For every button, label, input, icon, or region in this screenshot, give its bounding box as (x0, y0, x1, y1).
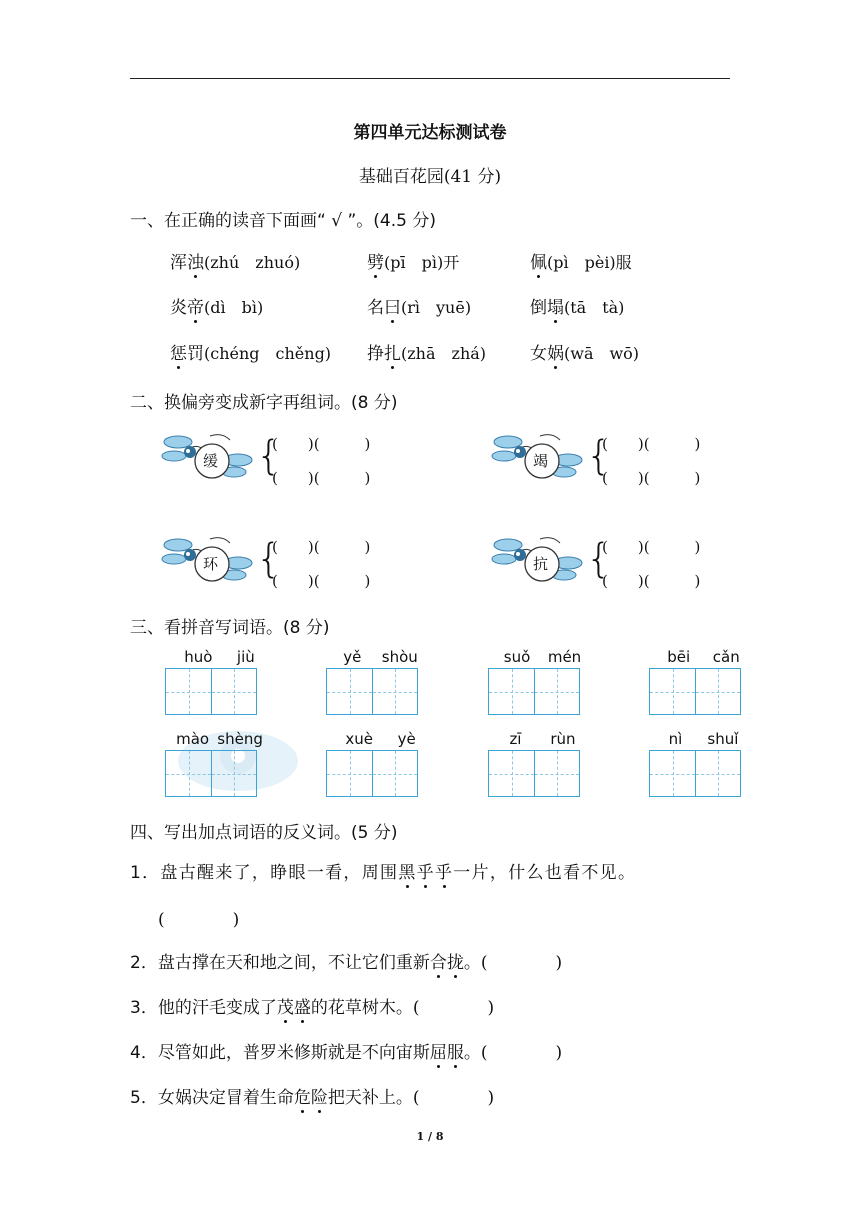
answer-blank[interactable]: ( ) (158, 910, 240, 930)
dotted-char: 服 (447, 1038, 464, 1063)
answer-blank[interactable]: ( )( ) (272, 538, 371, 556)
question-text: 的花草树木。 (310, 998, 413, 1018)
pinyin-syllable: mào (176, 730, 210, 748)
question (130, 1083, 494, 1108)
answer-blank[interactable]: ( )( ) (272, 572, 371, 590)
word-part: 女 (530, 344, 547, 364)
dotted-char: 险 (311, 1083, 328, 1108)
dotted-char: 帝 (187, 293, 204, 318)
pinyin-syllable: yě (343, 648, 362, 666)
pinyin-label (333, 648, 428, 666)
question-text: 。 (463, 1043, 481, 1063)
pinyin-syllable: cǎn (712, 648, 740, 666)
reading-item (367, 248, 459, 273)
answer-blank[interactable]: ( ) (412, 998, 495, 1018)
page-title: 第四单元达标测试卷 (353, 123, 507, 143)
dotted-char: 惩 (170, 339, 187, 364)
grid-cell[interactable] (650, 669, 695, 714)
answer-blank[interactable]: ( ) (412, 1088, 495, 1108)
pinyin-syllable: shèng (217, 730, 263, 748)
question-text: 。 (463, 953, 481, 973)
question (130, 1038, 562, 1063)
answer-blank[interactable]: ( )( ) (272, 435, 371, 453)
dotted-char: 佩 (530, 248, 547, 273)
grid-cell[interactable] (695, 669, 740, 714)
pinyin-options[interactable]: (chéng chěng) (204, 344, 332, 363)
lantern-char: 环 (203, 555, 219, 573)
pinyin-syllable: xuè (345, 730, 373, 748)
lantern-char: 抗 (533, 555, 549, 573)
question-number: 4． (130, 1043, 158, 1063)
answer-blank[interactable]: ( )( ) (272, 469, 371, 487)
question-number: 3． (130, 998, 158, 1018)
question-text: 女娲决定冒着生命 (157, 1088, 294, 1108)
word-part: 名 (367, 298, 384, 318)
pinyin-options[interactable]: (rì yuē) (401, 298, 472, 317)
writing-grid[interactable] (488, 750, 580, 797)
lantern-char: 缓 (203, 452, 219, 470)
dotted-char: 塌 (547, 293, 564, 318)
dotted-char: 浊 (187, 248, 204, 273)
brace-symbol: { (256, 433, 282, 479)
grid-cell[interactable] (372, 669, 417, 714)
dotted-char: 危 (294, 1083, 311, 1108)
grid-cell[interactable] (327, 751, 372, 796)
pinyin-syllable: shuǐ (707, 730, 739, 748)
brace-symbol: { (256, 536, 282, 582)
dotted-char: 屈 (430, 1038, 447, 1063)
dotted-word (398, 863, 453, 883)
grid-cell[interactable] (695, 751, 740, 796)
pinyin-options[interactable]: (pī pì)开 (384, 253, 460, 272)
writing-grid[interactable] (326, 750, 418, 797)
pinyin-syllable: nì (668, 730, 683, 748)
pinyin-label (172, 730, 267, 748)
pinyin-options[interactable]: (pì pèi)服 (547, 253, 632, 272)
section4-heading: 四、写出加点词语的反义词。(5 分) (130, 823, 398, 843)
writing-grid[interactable] (649, 668, 741, 715)
brace-symbol: { (586, 536, 612, 582)
answer-blank[interactable]: ( ) (480, 953, 563, 973)
grid-cell[interactable] (372, 751, 417, 796)
reading-item (530, 339, 639, 364)
dotted-char: 劈 (367, 248, 384, 273)
question-text: 盘古撑在天和地之间，不让它们重新 (157, 953, 430, 973)
question-number: 1． (130, 863, 161, 883)
reading-item (170, 248, 300, 273)
writing-grid[interactable] (165, 750, 257, 797)
pinyin-label (172, 648, 267, 666)
pinyin-syllable: bēi (667, 648, 691, 666)
lantern-char: 竭 (533, 452, 549, 470)
writing-grid[interactable] (326, 668, 418, 715)
word-part: 挣 (367, 344, 384, 364)
grid-cell[interactable] (650, 751, 695, 796)
dotted-char: 乎 (435, 858, 453, 883)
question (130, 993, 494, 1018)
pinyin-label (656, 730, 751, 748)
pinyin-syllable: rùn (550, 730, 576, 748)
answer-blank[interactable]: ( )( ) (602, 469, 701, 487)
writing-grid[interactable] (488, 668, 580, 715)
dotted-char: 娲 (547, 339, 564, 364)
pinyin-options[interactable]: (zhā zhá) (401, 344, 487, 363)
question-text: 把天补上。 (327, 1088, 413, 1108)
pinyin-options[interactable]: (tā tà) (564, 298, 625, 317)
question-text: 尽管如此，普罗米修斯就是不向宙斯 (157, 1043, 430, 1063)
dotted-char: 茂 (277, 993, 294, 1018)
dotted-char: 曰 (384, 293, 401, 318)
word-part: 倒 (530, 298, 547, 318)
dotted-char: 盛 (294, 993, 311, 1018)
question (130, 948, 562, 973)
pinyin-options[interactable]: (zhú zhuó) (204, 253, 301, 272)
pinyin-label (495, 730, 590, 748)
pinyin-syllable: yè (397, 730, 416, 748)
question-number: 2． (130, 953, 158, 973)
word-part: 炎 (170, 298, 187, 318)
pinyin-label (656, 648, 751, 666)
grid-cell[interactable] (211, 751, 256, 796)
question-text: 他的汗毛变成了 (157, 998, 277, 1018)
pinyin-syllable: zī (509, 730, 522, 748)
dotted-char: 扎 (384, 339, 401, 364)
grid-cell[interactable] (534, 669, 579, 714)
dotted-char: 黑 (398, 858, 416, 883)
pinyin-syllable: huò (184, 648, 213, 666)
question-number: 5． (130, 1088, 158, 1108)
question (130, 858, 636, 883)
section3-heading: 三、看拼音写词语。(8 分) (130, 618, 330, 638)
reading-item (170, 293, 263, 318)
pinyin-syllable: mén (547, 648, 582, 666)
section2-heading: 二、换偏旁变成新字再组词。(8 分) (130, 393, 398, 413)
page-number: 1 / 8 (416, 1130, 444, 1143)
section1-heading: 一、在正确的读音下面画“ √ ”。(4.5 分) (130, 211, 436, 231)
dotted-char: 合 (430, 948, 447, 973)
pinyin-label (333, 730, 428, 748)
pinyin-label (495, 648, 590, 666)
answer-blank[interactable]: ( )( ) (602, 538, 701, 556)
grid-cell[interactable] (327, 669, 372, 714)
writing-grid[interactable] (649, 750, 741, 797)
pinyin-options[interactable]: (dì bì) (204, 298, 264, 317)
dotted-char: 乎 (417, 858, 435, 883)
dotted-word (430, 953, 464, 973)
header-rule (130, 78, 730, 79)
dotted-word (430, 1043, 464, 1063)
grid-cell[interactable] (489, 751, 534, 796)
writing-grid[interactable] (165, 668, 257, 715)
reading-item (530, 248, 632, 273)
question-text: 盘古醒来了，睁眼一看，周围 (160, 863, 399, 883)
dotted-char: 拢 (447, 948, 464, 973)
pinyin-syllable: jiù (236, 648, 255, 666)
reading-item (530, 293, 624, 318)
reading-item (367, 339, 486, 364)
dotted-word (294, 1088, 328, 1108)
grid-cell[interactable] (534, 751, 579, 796)
word-part: 浑 (170, 253, 187, 273)
answer-blank[interactable]: ( )( ) (602, 435, 701, 453)
dotted-word (277, 998, 311, 1018)
answer-blank[interactable]: ( )( ) (602, 572, 701, 590)
pinyin-syllable: suǒ (503, 648, 531, 666)
page-subtitle: 基础百花园(41 分) (358, 167, 502, 187)
grid-cell[interactable] (211, 669, 256, 714)
pinyin-syllable: shòu (381, 648, 418, 666)
reading-item (367, 293, 471, 318)
grid-cell[interactable] (166, 751, 211, 796)
grid-cell[interactable] (489, 669, 534, 714)
grid-cell[interactable] (166, 669, 211, 714)
pinyin-options[interactable]: (wā wō) (564, 344, 640, 363)
answer-blank[interactable]: ( ) (480, 1043, 563, 1063)
reading-item (170, 339, 331, 364)
brace-symbol: { (586, 433, 612, 479)
question-text: 一片，什么也看不见。 (453, 863, 637, 883)
word-part: 罚 (187, 344, 204, 364)
